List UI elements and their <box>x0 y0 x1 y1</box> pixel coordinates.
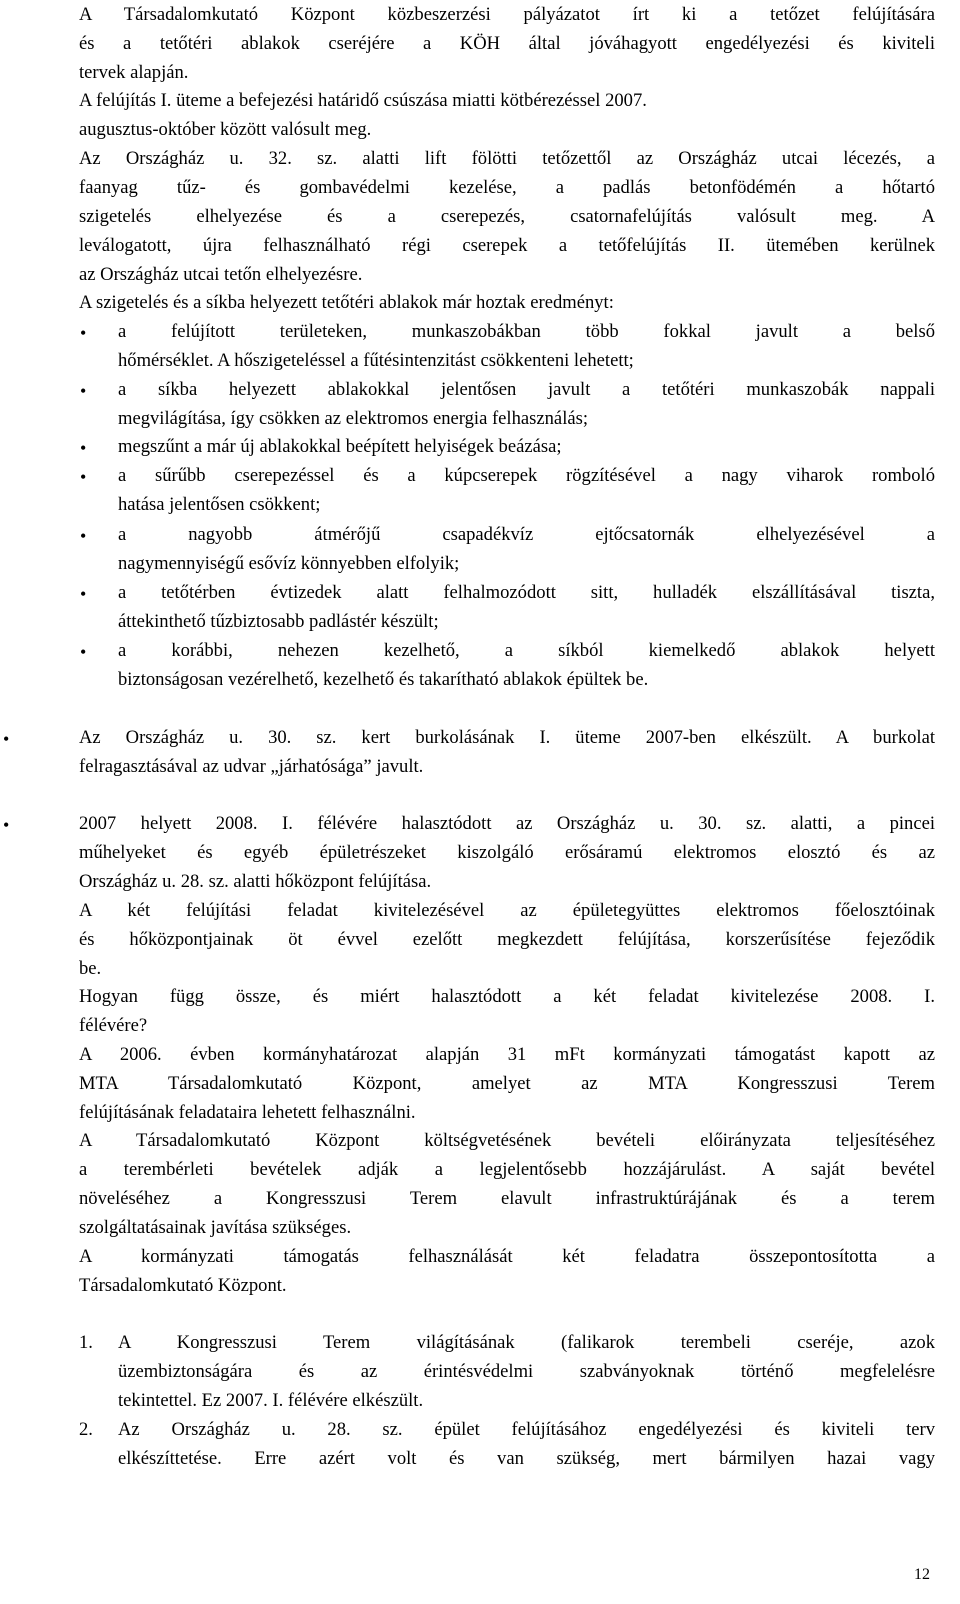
text-line: a korábbi, nehezen kezelhető, a síkból kiemelkedő ablakok helyett <box>118 640 935 661</box>
bullet-marker: • <box>80 467 87 487</box>
text-line: felragasztásával az udvar „járhatósága” javult. <box>79 756 424 777</box>
text-line: a felújított területeken, munkaszobákban több fokkal javult a belső <box>118 321 935 342</box>
bullet-marker: • <box>80 642 87 662</box>
text-line: Az Országház u. 30. sz. kert burkolásának I. üteme 2007-ben elkészült. A burkolat <box>79 727 935 748</box>
text-line: a terembérleti bevételek adják a legjelentősebb hozzájárulást. A saját bevétel <box>79 1159 935 1180</box>
text-line: augusztus-október között valósult meg. <box>79 119 372 140</box>
text-line: áttekinthető tűzbiztosabb padlástér készült; <box>118 611 439 632</box>
text-line: a sűrűbb cserepezéssel és a kúpcserepek rögzítésével a nagy viharok romboló <box>118 465 935 486</box>
text-line: Az Országház u. 32. sz. alatti lift fölötti tetőzettől az Országház utcai lécezés, a <box>79 148 935 169</box>
text-line: a síkba helyezett ablakokkal jelentősen javult a tetőtéri munkaszobák nappali <box>118 379 935 400</box>
bullet-marker: • <box>80 526 87 546</box>
bullet-marker: • <box>3 815 10 835</box>
text-line: tekintettel. Ez 2007. I. félévére elkészült. <box>118 1390 424 1411</box>
text-line: faanyag tűz- és gombavédelmi kezelése, a padlás betonfödémén a hőtartó <box>79 177 935 198</box>
text-line: felújításának feladataira lehetett felhasználni. <box>79 1102 416 1123</box>
page-number: 12 <box>914 1566 930 1583</box>
text-line: és hőközpontjainak öt évvel ezelőtt megkezdett felújítása, korszerűsítése fejeződik <box>79 929 935 950</box>
text-line: hőmérséklet. A hőszigeteléssel a fűtésintenzitást csökkenteni lehetett; <box>118 350 634 371</box>
text-line: a nagyobb átmérőjű csapadékvíz ejtőcsatornák elhelyezésével a <box>118 524 935 545</box>
text-line: be. <box>79 958 102 979</box>
text-line: megszűnt a már új ablakokkal beépített helyiségek beázása; <box>118 436 562 457</box>
text-line: 2007 helyett 2008. I. félévére halasztódott az Országház u. 30. sz. alatti, a pincei <box>79 813 935 834</box>
text-line: A felújítás I. üteme a befejezési határidő csúszása miatti kötbérezéssel 2007. <box>79 90 647 111</box>
text-line: leválogatott, újra felhasználható régi cserepek a tetőfelújítás II. ütemében kerülnek <box>79 235 935 256</box>
text-line: A Társadalomkutató Központ közbeszerzési pályázatot írt ki a tetőzet felújítására <box>79 4 935 25</box>
text-line: A 2006. évben kormányhatározat alapján 31 mFt kormányzati támogatást kapott az <box>79 1044 935 1065</box>
text-line: szigetelés elhelyezése és a cserepezés, csatornafelújítás valósult meg. A <box>79 206 935 227</box>
text-line: megvilágítása, így csökken az elektromos energia felhasználás; <box>118 408 589 429</box>
text-line: A két felújítási feladat kivitelezésével az épületegyüttes elektromos főelosztóinak <box>79 900 935 921</box>
text-line: Országház u. 28. sz. alatti hőközpont felújítása. <box>79 871 432 892</box>
text-line: és a tetőtéri ablakok cseréjére a KÖH által jóváhagyott engedélyezési és kiviteli <box>79 33 935 54</box>
text-line: A Kongresszusi Terem világításának (falikarok terembeli cseréje, azok <box>118 1332 935 1353</box>
text-line: műhelyeket és egyéb épületrészeket kiszolgáló erősáramú elektromos elosztó és az <box>79 842 935 863</box>
text-line: A szigetelés és a síkba helyezett tetőtéri ablakok már hoztak eredményt: <box>79 292 614 313</box>
text-line: félévére? <box>79 1015 148 1036</box>
text-line: nagymennyiségű esővíz könnyebben elfolyik; <box>118 553 460 574</box>
text-line: az Országház utcai tetőn elhelyezésre. <box>79 264 363 285</box>
list-number: 1. <box>79 1332 93 1353</box>
bullet-marker: • <box>80 438 87 458</box>
text-line: Társadalomkutató Központ. <box>79 1275 287 1296</box>
list-number: 2. <box>79 1419 93 1440</box>
text-line: Az Országház u. 28. sz. épület felújításához engedélyezési és kiviteli terv <box>118 1419 935 1440</box>
text-line: tervek alapján. <box>79 62 189 83</box>
text-line: A Társadalomkutató Központ költségvetésének bevételi előirányzata teljesítéséhez <box>79 1130 935 1151</box>
text-line: hatása jelentősen csökkent; <box>118 494 321 515</box>
bullet-marker: • <box>80 381 87 401</box>
text-line: Hogyan függ össze, és miért halasztódott a két feladat kivitelezése 2008. I. <box>79 986 935 1007</box>
text-line: A kormányzati támogatás felhasználását két feladatra összepontosította a <box>79 1246 935 1267</box>
text-line: elkészíttetése. Erre azért volt és van szükség, mert bármilyen hazai vagy <box>118 1448 935 1469</box>
bullet-marker: • <box>3 729 10 749</box>
bullet-marker: • <box>80 584 87 604</box>
text-line: MTA Társadalomkutató Központ, amelyet az MTA Kongresszusi Terem <box>79 1073 935 1094</box>
bullet-marker: • <box>80 323 87 343</box>
text-line: növeléséhez a Kongresszusi Terem elavult infrastruktúrájának és a terem <box>79 1188 935 1209</box>
text-line: szolgáltatásainak javítása szükséges. <box>79 1217 352 1238</box>
text-line: üzembiztonságára és az érintésvédelmi szabványoknak történő megfelelésre <box>118 1361 935 1382</box>
text-line: biztonságosan vezérelhető, kezelhető és takarítható ablakok épültek be. <box>118 669 649 690</box>
text-line: a tetőtérben évtizedek alatt felhalmozódott sitt, hulladék elszállításával tiszta, <box>118 582 935 603</box>
